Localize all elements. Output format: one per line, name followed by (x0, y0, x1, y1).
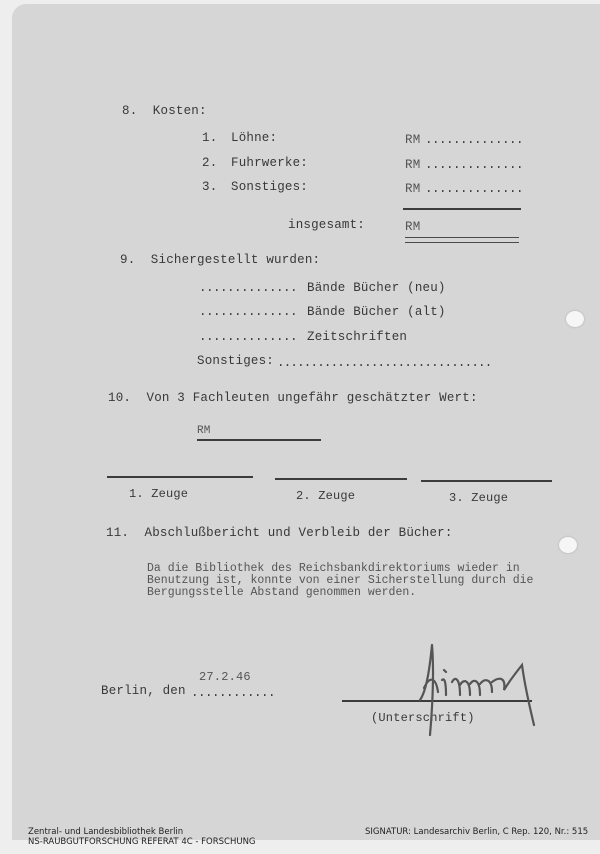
secured-item-3-label: Zeitschriften (307, 330, 408, 344)
secured-item-2-dots: .............. (199, 305, 298, 319)
cost-item-3-num: 3. (202, 180, 218, 194)
cost-item-2-num: 2. (202, 156, 218, 170)
footer-signature-ref: SIGNATUR: Landesarchiv Berlin, C Rep. 120, Nr.: 515 (365, 827, 589, 837)
total-double-rule (405, 237, 519, 243)
punch-hole-top (566, 311, 584, 327)
section-8-heading: 8. Kosten: (122, 104, 207, 118)
witness-3-label: 3. Zeuge (449, 491, 509, 505)
cost-item-1-currency: RM (405, 133, 421, 147)
total-currency: RM (405, 220, 421, 234)
punch-hole-bottom (559, 537, 577, 553)
cost-item-1-num: 1. (202, 131, 218, 145)
secured-item-1-dots: .............. (199, 281, 298, 295)
witness-1-label: 1. Zeuge (129, 487, 189, 501)
place-label: Berlin, den (101, 684, 186, 698)
cost-item-1-label: Löhne: (231, 131, 278, 145)
secured-item-1-label: Bände Bücher (neu) (307, 281, 446, 295)
cost-item-1-dots: .............. (425, 133, 524, 147)
total-label: insgesamt: (288, 218, 366, 232)
cost-item-3-currency: RM (405, 182, 421, 196)
subtotal-rule (403, 208, 521, 210)
footer-left (28, 827, 256, 847)
cost-item-2-dots: .............. (425, 158, 524, 172)
witness-1-line (107, 476, 253, 478)
secured-item-2-label: Bände Bücher (alt) (307, 305, 446, 319)
cost-item-2-label: Fuhrwerke: (231, 156, 309, 170)
secured-other-dots: ................................ (277, 356, 492, 370)
cost-item-3-dots: .............. (425, 182, 524, 196)
value-currency: RM (197, 425, 211, 437)
date-dots: ............ (191, 686, 276, 700)
cost-item-2-currency: RM (405, 158, 421, 172)
secured-item-3-dots: .............. (199, 330, 298, 344)
value-rule (197, 439, 321, 441)
witness-2-line (275, 478, 407, 480)
report-line-1: Da die Bibliothek des Reichsbankdirektoriums wieder in (147, 562, 520, 575)
signature-label: (Unterschrift) (371, 711, 475, 725)
witness-2-label: 2. Zeuge (296, 489, 356, 503)
section-10-heading: 10. Von 3 Fachleuten ungefähr geschätzter Wert: (108, 391, 478, 405)
date-value: 27.2.46 (199, 670, 251, 684)
cost-item-3-label: Sonstiges: (231, 180, 309, 194)
section-9-heading: 9. Sichergestellt wurden: (120, 253, 321, 267)
section-11-heading: 11. Abschlußbericht und Verbleib der Bücher: (106, 526, 453, 540)
report-line-3: Bergungsstelle Abstand genommen werden. (147, 586, 417, 599)
handwritten-signature-icon (400, 640, 550, 740)
footer-department: NS-RAUBGUTFORSCHUNG REFERAT 4C - FORSCHUNG (28, 837, 256, 847)
witness-3-line (421, 480, 552, 482)
report-line-2: Benutzung ist, konnte von einer Sicherstellung durch die (147, 574, 534, 587)
secured-other-label: Sonstiges: (197, 354, 275, 368)
footer-institution: Zentral- und Landesbibliothek Berlin (28, 827, 184, 837)
